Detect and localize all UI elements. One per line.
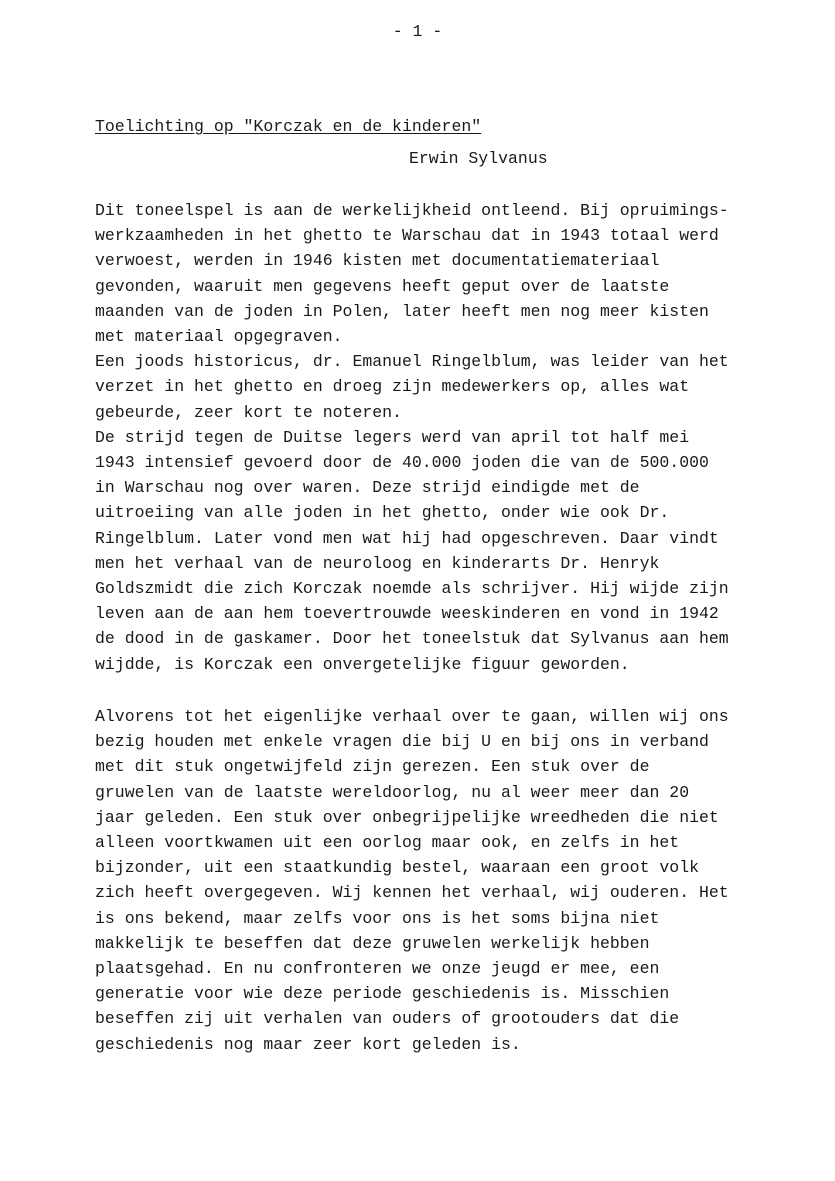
text-line: 1943 intensief gevoerd door de 40.000 joden die van de 500.000 (95, 453, 709, 473)
text-line: gevonden, waaruit men gegevens heeft geput over de laatste (95, 276, 670, 296)
text-line: jaar geleden. Een stuk over onbegrijpelijke wreedheden die niet (95, 807, 719, 827)
text-line: verwoest, werden in 1946 kisten met documentatiemateriaal (95, 251, 660, 271)
text-line: men het verhaal van de neuroloog en kinderarts Dr. Henryk (95, 553, 660, 573)
text-line: De strijd tegen de Duitse legers werd van april tot half mei (95, 427, 690, 447)
document-author: Erwin Sylvanus (409, 149, 548, 168)
text-line: is ons bekend, maar zelfs voor ons is het soms bijna niet (95, 908, 660, 928)
text-line: wijdde, is Korczak een onvergetelijke figuur geworden. (95, 654, 630, 674)
text-line: de dood in de gaskamer. Door het toneelstuk dat Sylvanus aan hem (95, 629, 729, 649)
text-line: plaatsgehad. En nu confronteren we onze jeugd er mee, een (95, 959, 660, 979)
text-line: makkelijk te beseffen dat deze gruwelen werkelijk hebben (95, 933, 650, 953)
document-title: Toelichting op "Korczak en de kinderen" (95, 117, 482, 136)
paragraph-2 (95, 704, 795, 1057)
text-line: bezig houden met enkele vragen die bij U en bij ons in verband (95, 732, 709, 752)
text-line: geschiedenis nog maar zeer kort geleden is. (95, 1034, 521, 1054)
text-line: alleen voortkwamen uit een oorlog maar ook, en zelfs in het (95, 833, 680, 853)
text-line: met dit stuk ongetwijfeld zijn gerezen. Een stuk over de (95, 757, 650, 777)
text-line: met materiaal opgegraven. (95, 327, 343, 347)
text-line: uitroeiing van alle joden in het ghetto, onder wie ook Dr. (95, 503, 670, 523)
text-line: zich heeft overgegeven. Wij kennen het verhaal, wij ouderen. Het (95, 883, 729, 903)
text-line: Goldszmidt die zich Korczak noemde als schrijver. Hij wijde zijn (95, 579, 729, 599)
text-line: Dit toneelspel is aan de werkelijkheid ontleend. Bij opruimings- (95, 201, 729, 220)
text-line: maanden van de joden in Polen, later heeft men nog meer kisten (95, 301, 709, 321)
text-line: Een joods historicus, dr. Emanuel Ringelblum, was leider van het (95, 352, 729, 372)
page-number: - 1 - (392, 22, 443, 41)
text-line: bijzonder, uit een staatkundig bestel, waaraan een groot volk (95, 858, 699, 878)
text-line: beseffen zij uit verhalen van ouders of grootouders dat die (95, 1009, 680, 1029)
text-line: in Warschau nog over waren. Deze strijd eindigde met de (95, 478, 640, 498)
text-line: gruwelen van de laatste wereldoorlog, nu al weer meer dan 20 (95, 782, 690, 802)
paragraph-1 (95, 198, 795, 677)
text-line: Ringelblum. Later vond men wat hij had opgeschreven. Daar vindt (95, 528, 719, 548)
text-line: leven aan de aan hem toevertrouwde weeskinderen en vond in 1942 (95, 604, 719, 624)
text-line: gebeurde, zeer kort te noteren. (95, 402, 402, 422)
text-line: verzet in het ghetto en droeg zijn medewerkers op, alles wat (95, 377, 690, 397)
text-line: Alvorens tot het eigenlijke verhaal over te gaan, willen wij ons (95, 707, 729, 726)
text-line: generatie voor wie deze periode geschiedenis is. Misschien (95, 984, 670, 1004)
text-line: werkzaamheden in het ghetto te Warschau dat in 1943 totaal werd (95, 226, 719, 246)
